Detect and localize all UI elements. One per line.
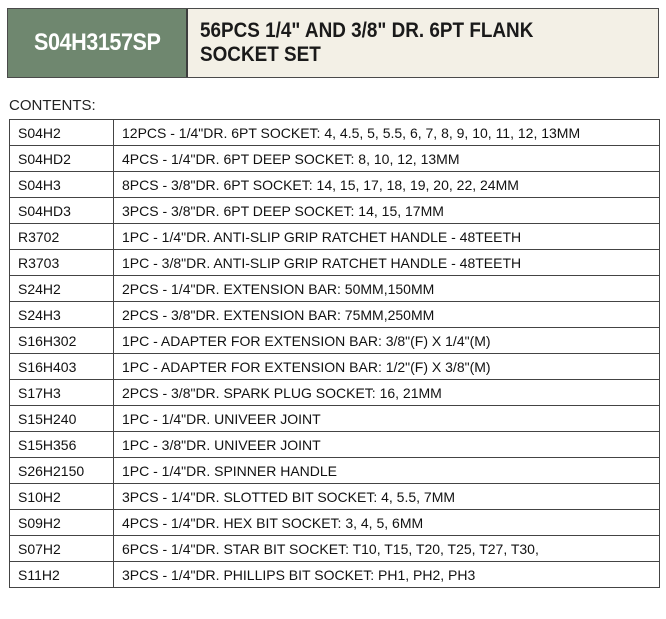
table-row [10, 458, 660, 484]
table-row [10, 120, 660, 146]
contents-table-body [10, 120, 660, 588]
part-description-cell: 1PC - ADAPTER FOR EXTENSION BAR: 1/2"(F) X 3/8"(M) [114, 354, 660, 380]
part-code-cell: S04H3 [10, 172, 114, 198]
part-description-cell: 1PC - 1/4"DR. ANTI-SLIP GRIP RATCHET HANDLE - 48TEETH [114, 224, 660, 250]
table-row [10, 432, 660, 458]
part-code-cell: S16H403 [10, 354, 114, 380]
part-code-cell: S04H2 [10, 120, 114, 146]
part-code-cell: S04HD3 [10, 198, 114, 224]
part-description-cell: 6PCS - 1/4"DR. STAR BIT SOCKET: T10, T15, T20, T25, T27, T30, [114, 536, 660, 562]
product-header [7, 8, 659, 78]
contents-label: CONTENTS: [9, 97, 96, 114]
part-description-cell: 1PC - 3/8"DR. ANTI-SLIP GRIP RATCHET HANDLE - 48TEETH [114, 250, 660, 276]
part-description-cell: 2PCS - 3/8"DR. EXTENSION BAR: 75MM,250MM [114, 302, 660, 328]
part-description-cell: 2PCS - 1/4"DR. EXTENSION BAR: 50MM,150MM [114, 276, 660, 302]
table-row [10, 302, 660, 328]
table-row [10, 172, 660, 198]
part-code-cell: S11H2 [10, 562, 114, 588]
part-description-cell: 3PCS - 1/4"DR. PHILLIPS BIT SOCKET: PH1, PH2, PH3 [114, 562, 660, 588]
table-row [10, 406, 660, 432]
table-row [10, 510, 660, 536]
part-code-cell: S24H2 [10, 276, 114, 302]
product-title-box [188, 9, 658, 77]
part-code-cell: S17H3 [10, 380, 114, 406]
table-row [10, 380, 660, 406]
product-code: S04H3157SP [33, 29, 161, 56]
part-description-cell: 1PC - 1/4"DR. SPINNER HANDLE [114, 458, 660, 484]
product-code-box [8, 9, 188, 77]
part-description-cell: 3PCS - 3/8"DR. 6PT DEEP SOCKET: 14, 15, 17MM [114, 198, 660, 224]
table-row [10, 224, 660, 250]
table-row [10, 198, 660, 224]
part-code-cell: S26H2150 [10, 458, 114, 484]
table-row [10, 250, 660, 276]
part-description-cell: 12PCS - 1/4"DR. 6PT SOCKET: 4, 4.5, 5, 5.5, 6, 7, 8, 9, 10, 11, 12, 13MM [114, 120, 660, 146]
part-description-cell: 1PC - ADAPTER FOR EXTENSION BAR: 3/8"(F) X 1/4"(M) [114, 328, 660, 354]
table-row [10, 536, 660, 562]
part-code-cell: S10H2 [10, 484, 114, 510]
part-description-cell: 4PCS - 1/4"DR. HEX BIT SOCKET: 3, 4, 5, 6MM [114, 510, 660, 536]
table-row [10, 276, 660, 302]
part-code-cell: S04HD2 [10, 146, 114, 172]
contents-table [9, 119, 660, 588]
table-row [10, 146, 660, 172]
part-code-cell: S09H2 [10, 510, 114, 536]
table-row [10, 354, 660, 380]
part-description-cell: 1PC - 3/8"DR. UNIVEER JOINT [114, 432, 660, 458]
table-row [10, 484, 660, 510]
part-code-cell: S07H2 [10, 536, 114, 562]
part-code-cell: S24H3 [10, 302, 114, 328]
table-row [10, 328, 660, 354]
part-description-cell: 1PC - 1/4"DR. UNIVEER JOINT [114, 406, 660, 432]
part-code-cell: R3703 [10, 250, 114, 276]
part-code-cell: S15H240 [10, 406, 114, 432]
table-row [10, 562, 660, 588]
part-description-cell: 3PCS - 1/4"DR. SLOTTED BIT SOCKET: 4, 5.5, 7MM [114, 484, 660, 510]
part-code-cell: S16H302 [10, 328, 114, 354]
part-description-cell: 2PCS - 3/8"DR. SPARK PLUG SOCKET: 16, 21MM [114, 380, 660, 406]
product-title: 56PCS 1/4" AND 3/8" DR. 6PT FLANK SOCKET SET [200, 19, 534, 66]
part-description-cell: 4PCS - 1/4"DR. 6PT DEEP SOCKET: 8, 10, 12, 13MM [114, 146, 660, 172]
part-code-cell: S15H356 [10, 432, 114, 458]
part-description-cell: 8PCS - 3/8"DR. 6PT SOCKET: 14, 15, 17, 18, 19, 20, 22, 24MM [114, 172, 660, 198]
part-code-cell: R3702 [10, 224, 114, 250]
